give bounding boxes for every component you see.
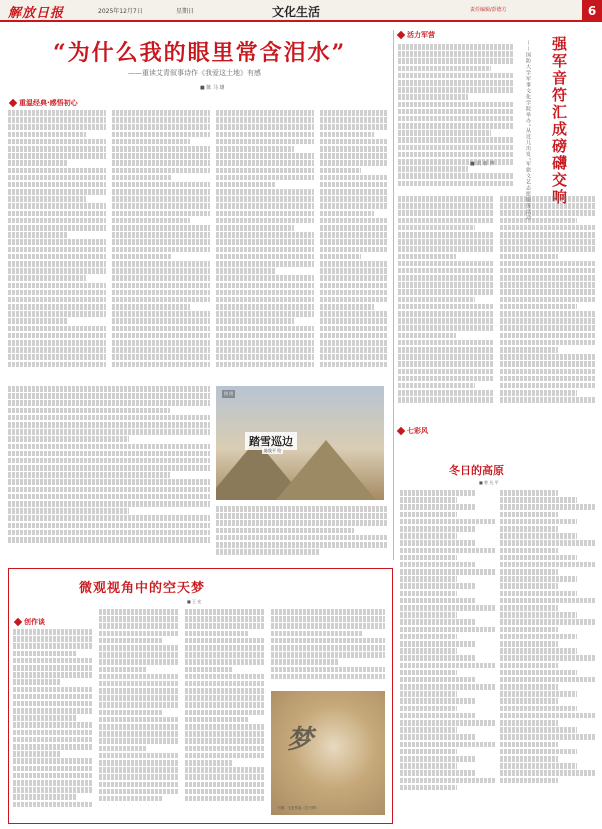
right-article-column-1	[398, 44, 514, 194]
feature-article-box	[8, 568, 393, 824]
issue-date: 2025年12月7日	[98, 8, 143, 15]
feature-title: 微观视角中的空天梦	[79, 581, 206, 596]
main-article-subtitle: ——重读艾青叙事诗作《我爱这土地》有感	[128, 69, 261, 77]
feature-column-1	[13, 629, 93, 819]
section-head-creation	[15, 617, 45, 627]
right-article-column-3	[500, 196, 596, 418]
section-marker-icon	[397, 31, 405, 39]
main-article-header	[8, 30, 408, 90]
main-article-column-4	[320, 110, 388, 378]
page-number: 6	[582, 0, 602, 22]
section-name: 文化生活	[272, 5, 321, 19]
poem-author: ■ 曾 凡 平	[479, 480, 499, 485]
main-article-byline: ■ 陈 马 雄	[200, 85, 225, 91]
responsible-editor: 责任编辑/彭德方	[470, 7, 507, 13]
section-head-poem	[398, 426, 428, 436]
section-marker-icon	[9, 99, 17, 107]
feature-author: ■ 王 宏	[187, 599, 202, 604]
illustration-author: 陈俊平 绘	[264, 448, 282, 453]
masthead	[0, 0, 602, 22]
poem-column-1	[400, 490, 495, 820]
artwork-caption: 下图：王宏作品《空天梦》	[277, 806, 319, 810]
right-article-subtitle: ——国防大学军事文化学院举办“从这儿出发”军旅文艺志愿服务活动	[525, 40, 531, 222]
artwork-calligraphy: 梦	[287, 725, 314, 755]
photo-label: 图 图	[224, 391, 234, 396]
right-article-byline: ■ 洪 新 博	[470, 161, 495, 167]
section-marker-icon	[14, 618, 22, 626]
section-marker-icon	[397, 427, 405, 435]
section-head-military	[398, 30, 435, 40]
newspaper-logo: 解放日报	[8, 6, 65, 21]
poem-title: 冬日的高原	[449, 464, 504, 477]
main-article-title: “为什么我的眼里常含泪水”	[53, 40, 347, 66]
main-article-column-1	[8, 110, 106, 378]
photo-article-text	[216, 506, 388, 562]
right-article-title: 强军音符汇成磅礴交响	[550, 36, 568, 206]
section-label: 七彩风	[407, 427, 428, 435]
illustration-patrol	[216, 386, 384, 500]
feature-column-3	[185, 609, 265, 819]
main-article-column-3	[216, 110, 314, 378]
feature-artwork	[271, 691, 385, 815]
feature-column-2	[99, 609, 179, 819]
section-label: 活力军营	[407, 31, 435, 39]
illustration-title: 踏雪巡边	[245, 432, 297, 450]
main-article-column-2	[112, 110, 210, 378]
issue-weekday: 星期日	[176, 8, 195, 15]
feature-column-4	[271, 609, 385, 687]
column-divider	[393, 30, 394, 560]
right-article-column-2	[398, 196, 494, 418]
section-label: 重温经典·感悟初心	[19, 99, 78, 107]
section-head-classics	[10, 98, 78, 108]
main-article-continuation	[8, 386, 210, 562]
section-label: 创作谈	[24, 618, 45, 626]
poem-column-2	[500, 490, 596, 820]
